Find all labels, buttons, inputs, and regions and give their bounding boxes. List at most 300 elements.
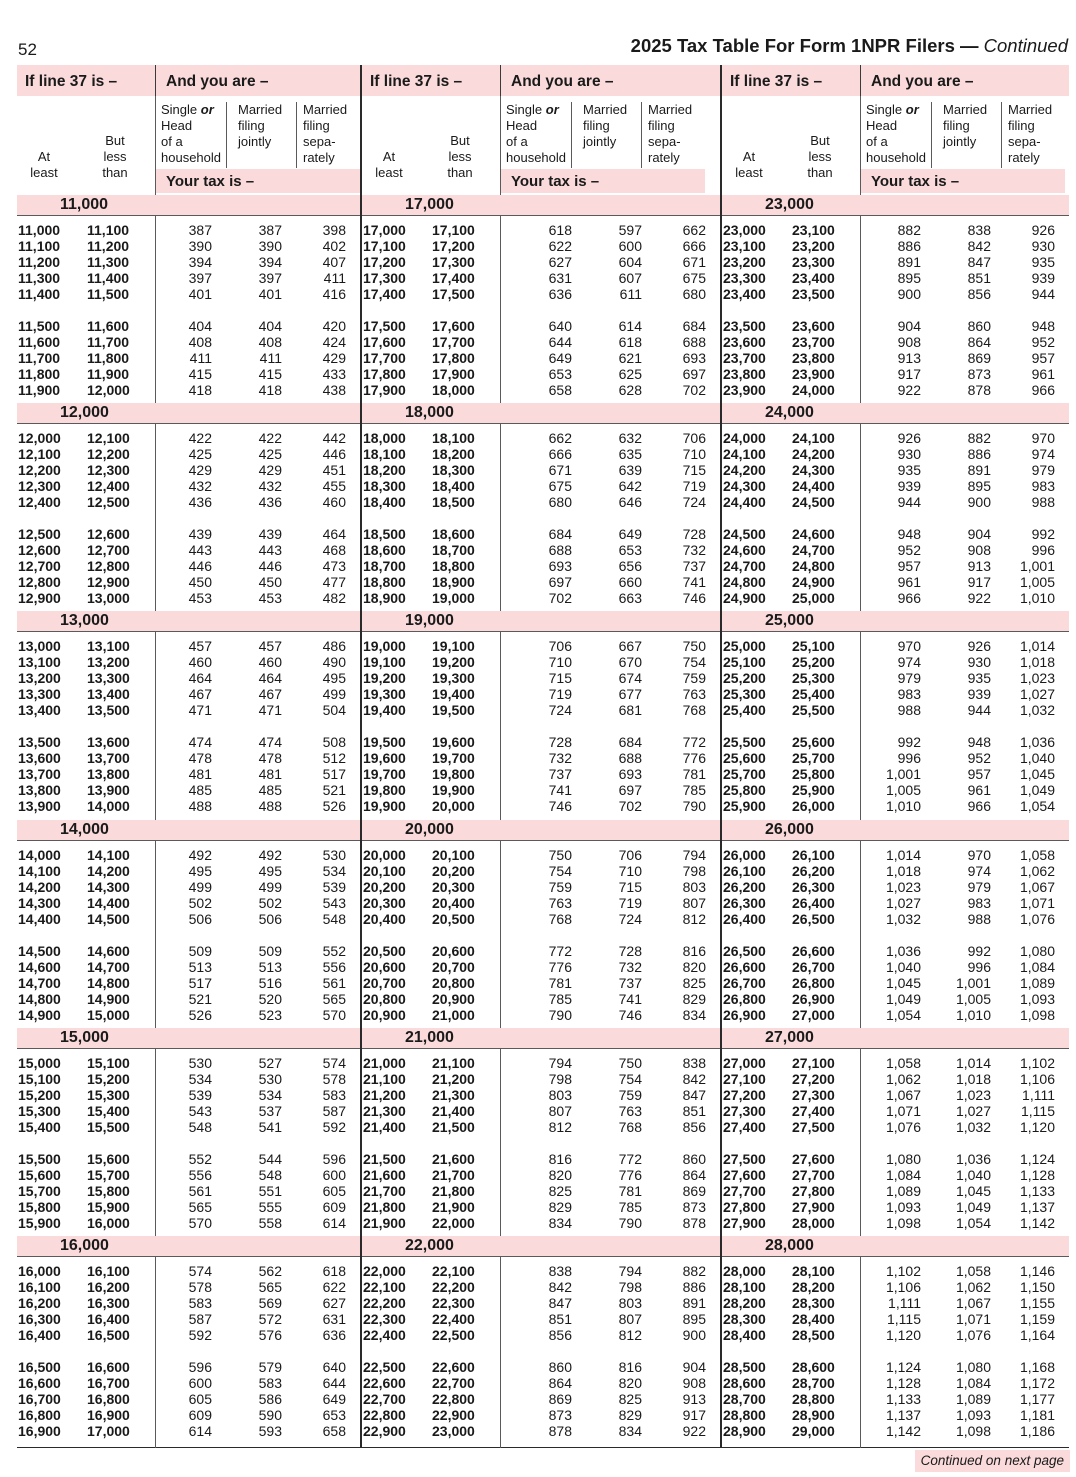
tax-joint-value: 935 xyxy=(967,670,991,687)
tax-separate-value: 1,155 xyxy=(1019,1295,1055,1311)
tax-separate-value: 411 xyxy=(323,270,346,286)
at-least-value: 24,500 xyxy=(723,526,766,543)
at-least-value: 14,900 xyxy=(18,1006,61,1023)
but-less-than-value: 26,200 xyxy=(792,862,835,879)
tax-separate-value: 988 xyxy=(1031,494,1055,511)
your-tax-is-band xyxy=(155,169,360,193)
tax-separate-value: 644 xyxy=(322,1375,346,1391)
income-band-label: 24,000 xyxy=(765,404,814,422)
tax-separate-value: 878 xyxy=(682,1214,706,1231)
tax-separate-value: 794 xyxy=(682,846,706,863)
tax-single-value: 450 xyxy=(188,574,212,591)
at-least-value: 20,900 xyxy=(363,1006,406,1023)
table-row xyxy=(17,959,360,975)
income-band-heading xyxy=(362,611,720,632)
at-least-value: 13,100 xyxy=(18,654,61,671)
but-less-than-value: 12,600 xyxy=(87,526,130,543)
tax-separate-value: 693 xyxy=(682,350,706,366)
at-least-value: 27,700 xyxy=(723,1182,766,1199)
tax-single-value: 526 xyxy=(188,1006,212,1023)
tax-separate-value: 429 xyxy=(322,350,346,366)
tax-single-value: 543 xyxy=(188,1102,212,1119)
tax-single-value: 1,058 xyxy=(885,1054,921,1071)
tax-single-value: 763 xyxy=(548,894,572,911)
tax-single-value: 710 xyxy=(548,654,572,671)
table-row xyxy=(362,782,720,798)
but-less-than-value: 16,300 xyxy=(87,1295,130,1311)
tax-separate-value: 631 xyxy=(322,1311,346,1327)
tax-joint-value: 418 xyxy=(258,382,282,398)
tax-single-value: 390 xyxy=(188,238,212,254)
at-least-value: 28,200 xyxy=(723,1295,766,1311)
tax-separate-value: 482 xyxy=(322,590,346,607)
at-least-value: 13,600 xyxy=(18,750,61,767)
at-least-value: 21,800 xyxy=(363,1198,406,1215)
table-row xyxy=(17,1375,360,1391)
table-row xyxy=(17,686,360,702)
tax-separate-value: 763 xyxy=(682,686,706,703)
table-row xyxy=(722,350,1069,366)
if-line-label: If line 37 is – xyxy=(370,73,463,90)
tax-joint-value: 996 xyxy=(967,958,991,975)
tax-single-value: 671 xyxy=(548,462,572,479)
tax-separate-value: 781 xyxy=(682,766,706,783)
at-least-value: 28,300 xyxy=(723,1311,766,1327)
tax-single-value: 948 xyxy=(897,526,921,543)
at-least-value: 22,800 xyxy=(363,1407,406,1423)
table-row xyxy=(362,1375,720,1391)
tax-single-value: 675 xyxy=(548,478,572,495)
but-less-than-value: 23,000 xyxy=(432,1423,475,1439)
tax-single-value: 401 xyxy=(188,286,212,302)
status-joint-label: Married filing jointly xyxy=(583,102,628,149)
but-less-than-value: 20,900 xyxy=(432,990,475,1007)
table-row xyxy=(17,895,360,911)
tax-table xyxy=(17,65,1069,1448)
tax-single-value: 1,023 xyxy=(885,878,921,895)
table-row xyxy=(722,1311,1069,1327)
table-column-2 xyxy=(362,65,720,1448)
tax-single-value: 1,001 xyxy=(885,766,921,783)
but-less-than-value: 23,900 xyxy=(792,366,835,382)
tax-joint-value: 1,062 xyxy=(955,1279,991,1295)
at-least-value: 24,100 xyxy=(723,446,766,463)
at-least-value: 22,500 xyxy=(363,1359,406,1375)
tax-single-value: 509 xyxy=(188,942,212,959)
tax-single-value: 495 xyxy=(188,862,212,879)
but-less-than-value: 24,500 xyxy=(792,494,835,511)
income-band-heading xyxy=(17,195,360,216)
tax-joint-value: 387 xyxy=(258,222,282,238)
tax-single-value: 908 xyxy=(897,334,921,350)
tax-single-value: 834 xyxy=(548,1214,572,1231)
at-least-value: 23,000 xyxy=(723,222,766,238)
tax-separate-value: 974 xyxy=(1031,446,1055,463)
at-least-value: 12,800 xyxy=(18,574,61,591)
tax-joint-value: 992 xyxy=(967,942,991,959)
tax-single-value: 1,005 xyxy=(885,782,921,799)
tax-joint-value: 649 xyxy=(618,526,642,543)
table-row xyxy=(722,1407,1069,1423)
tax-joint-value: 1,005 xyxy=(955,990,991,1007)
but-less-than-value: 12,200 xyxy=(87,446,130,463)
tax-separate-value: 746 xyxy=(682,590,706,607)
tax-joint-value: 710 xyxy=(618,862,642,879)
but-less-than-value: 19,500 xyxy=(432,702,475,719)
at-least-value: 11,100 xyxy=(18,238,61,254)
but-less-than-value: 29,000 xyxy=(792,1423,835,1439)
but-less-than-value: 15,100 xyxy=(87,1054,130,1071)
tax-separate-value: 754 xyxy=(682,654,706,671)
tax-joint-value: 979 xyxy=(967,878,991,895)
table-row xyxy=(17,574,360,590)
at-least-value: 24,200 xyxy=(723,462,766,479)
income-band-heading xyxy=(17,1236,360,1257)
tax-single-value: 394 xyxy=(188,254,212,270)
at-least-value: 17,800 xyxy=(363,366,406,382)
tax-joint-value: 663 xyxy=(618,590,642,607)
but-less-than-value: 11,600 xyxy=(87,318,130,334)
tax-joint-value: 790 xyxy=(618,1214,642,1231)
tax-separate-value: 433 xyxy=(322,366,346,382)
table-row xyxy=(17,1215,360,1231)
table-row xyxy=(362,1103,720,1119)
but-less-than-value: 24,200 xyxy=(792,446,835,463)
tax-single-value: 464 xyxy=(188,670,212,687)
but-less-than-value: 18,400 xyxy=(432,478,475,495)
at-least-value: 15,100 xyxy=(18,1070,61,1087)
table-row xyxy=(722,1055,1069,1071)
tax-separate-value: 908 xyxy=(682,1375,706,1391)
at-least-value: 21,600 xyxy=(363,1166,406,1183)
tax-single-value: 913 xyxy=(897,350,921,366)
at-least-value: 12,000 xyxy=(18,430,61,447)
but-less-than-value: 14,600 xyxy=(87,942,130,959)
but-less-than-value: 24,800 xyxy=(792,558,835,575)
title-main: 2025 Tax Table For Form 1NPR Filers — xyxy=(630,35,979,56)
tax-separate-value: 1,124 xyxy=(1019,1150,1055,1167)
tax-single-value: 1,089 xyxy=(885,1182,921,1199)
but-less-than-value: 28,500 xyxy=(792,1327,835,1343)
tax-single-value: 1,032 xyxy=(885,910,921,927)
at-least-value: 26,300 xyxy=(723,894,766,911)
at-least-value: 14,200 xyxy=(18,878,61,895)
tax-joint-value: 443 xyxy=(258,542,282,559)
income-band-heading xyxy=(362,1236,720,1257)
but-less-than-value: 28,100 xyxy=(792,1263,835,1279)
but-less-than-value: 22,500 xyxy=(432,1327,475,1343)
but-less-than-value: 28,800 xyxy=(792,1391,835,1407)
tax-joint-value: 873 xyxy=(967,366,991,382)
at-least-value: 13,500 xyxy=(18,734,61,751)
at-least-value: 17,500 xyxy=(363,318,406,334)
tax-separate-value: 825 xyxy=(682,974,706,991)
tax-joint-value: 825 xyxy=(618,1391,642,1407)
but-less-than-value: 11,100 xyxy=(87,222,130,238)
tax-separate-value: 451 xyxy=(322,462,346,479)
table-row xyxy=(722,1103,1069,1119)
tax-joint-value: 471 xyxy=(258,702,282,719)
at-least-value: 15,900 xyxy=(18,1214,61,1231)
but-less-than-value: 19,900 xyxy=(432,782,475,799)
tax-separate-value: 504 xyxy=(322,702,346,719)
table-row xyxy=(17,1263,360,1279)
table-row xyxy=(17,1071,360,1087)
at-least-value: 25,300 xyxy=(723,686,766,703)
but-less-than-value: 19,800 xyxy=(432,766,475,783)
tax-joint-value: 453 xyxy=(258,590,282,607)
but-less-than-value: 22,100 xyxy=(432,1263,475,1279)
tax-joint-value: 677 xyxy=(618,686,642,703)
at-least-value: 27,600 xyxy=(723,1166,766,1183)
tax-single-value: 658 xyxy=(548,382,572,398)
tax-separate-value: 614 xyxy=(322,1214,346,1231)
income-band-heading xyxy=(362,195,720,216)
at-least-value: 15,400 xyxy=(18,1118,61,1135)
tax-joint-value: 944 xyxy=(967,702,991,719)
but-less-than-value: 24,600 xyxy=(792,526,835,543)
tax-joint-value: 922 xyxy=(967,590,991,607)
tax-separate-value: 464 xyxy=(322,526,346,543)
but-less-than-value: 28,200 xyxy=(792,1279,835,1295)
tax-single-value: 798 xyxy=(548,1070,572,1087)
tax-separate-value: 948 xyxy=(1031,318,1055,334)
tax-single-value: 517 xyxy=(188,974,212,991)
continued-note: Continued on next page xyxy=(915,1450,1070,1472)
at-least-value: 23,400 xyxy=(723,286,766,302)
tax-joint-value: 754 xyxy=(618,1070,642,1087)
tax-separate-value: 939 xyxy=(1031,270,1055,286)
tax-separate-value: 737 xyxy=(682,558,706,575)
status-single-label: Single or Head of a household xyxy=(866,102,926,165)
tax-joint-value: 1,049 xyxy=(955,1198,991,1215)
table-row xyxy=(17,1295,360,1311)
but-less-than-value: 23,500 xyxy=(792,286,835,302)
tax-separate-value: 1,137 xyxy=(1019,1198,1055,1215)
table-row xyxy=(722,975,1069,991)
tax-joint-value: 506 xyxy=(258,910,282,927)
at-least-value: 14,500 xyxy=(18,942,61,959)
but-less-than-value: 14,300 xyxy=(87,878,130,895)
tax-single-value: 1,084 xyxy=(885,1166,921,1183)
tax-separate-value: 697 xyxy=(682,366,706,382)
tax-single-value: 952 xyxy=(897,542,921,559)
tax-separate-value: 420 xyxy=(322,318,346,334)
but-less-than-value: 14,400 xyxy=(87,894,130,911)
table-row xyxy=(17,334,360,350)
income-band-heading xyxy=(722,195,1069,216)
income-band-heading xyxy=(362,1028,720,1049)
tax-separate-value: 732 xyxy=(682,542,706,559)
table-row xyxy=(722,879,1069,895)
table-row xyxy=(722,542,1069,558)
tax-joint-value: 1,036 xyxy=(955,1150,991,1167)
at-least-value: 16,700 xyxy=(18,1391,61,1407)
tax-single-value: 411 xyxy=(189,350,212,366)
tax-separate-value: 640 xyxy=(322,1359,346,1375)
tax-separate-value: 561 xyxy=(322,974,346,991)
table-row xyxy=(17,1055,360,1071)
at-least-value: 24,800 xyxy=(723,574,766,591)
status-joint-label: Married filing jointly xyxy=(943,102,988,149)
tax-separate-value: 1,098 xyxy=(1019,1006,1055,1023)
table-row xyxy=(17,286,360,302)
income-band-heading xyxy=(362,403,720,424)
at-least-value: 16,800 xyxy=(18,1407,61,1423)
but-less-than-value: 12,300 xyxy=(87,462,130,479)
tax-separate-value: 1,067 xyxy=(1019,878,1055,895)
tax-joint-value: 565 xyxy=(258,1279,282,1295)
table-row xyxy=(362,879,720,895)
table-row xyxy=(722,254,1069,270)
tax-single-value: 1,128 xyxy=(885,1375,921,1391)
table-row xyxy=(362,542,720,558)
but-less-than-value: 21,800 xyxy=(432,1182,475,1199)
tax-single-value: 1,010 xyxy=(885,798,921,815)
at-least-value: 14,800 xyxy=(18,990,61,1007)
at-least-value: 25,900 xyxy=(723,798,766,815)
table-row xyxy=(17,1103,360,1119)
tax-joint-value: 397 xyxy=(258,270,282,286)
tax-separate-value: 790 xyxy=(682,798,706,815)
but-less-than-value: 21,700 xyxy=(432,1166,475,1183)
table-row xyxy=(17,943,360,959)
table-row xyxy=(722,654,1069,670)
at-least-value: 12,200 xyxy=(18,462,61,479)
at-least-value: 28,100 xyxy=(723,1279,766,1295)
but-less-than-value: 13,900 xyxy=(87,782,130,799)
tax-single-value: 614 xyxy=(188,1423,212,1439)
but-less-than-value: 26,900 xyxy=(792,990,835,1007)
but-less-than-value: 12,100 xyxy=(87,430,130,447)
at-least-value: 19,300 xyxy=(363,686,406,703)
tax-single-value: 578 xyxy=(188,1279,212,1295)
tax-single-value: 847 xyxy=(548,1295,572,1311)
table-row xyxy=(17,1007,360,1023)
tax-joint-value: 719 xyxy=(618,894,642,911)
but-less-than-value: 23,300 xyxy=(792,254,835,270)
but-less-than-value: 13,100 xyxy=(87,638,130,655)
and-you-are-label: And you are – xyxy=(166,73,269,90)
table-row xyxy=(722,430,1069,446)
tax-joint-value: 436 xyxy=(258,494,282,511)
tax-separate-value: 1,120 xyxy=(1019,1118,1055,1135)
tax-separate-value: 583 xyxy=(322,1086,346,1103)
at-least-value: 16,400 xyxy=(18,1327,61,1343)
table-row xyxy=(17,1119,360,1135)
at-least-value: 17,600 xyxy=(363,334,406,350)
but-less-than-value: 11,800 xyxy=(87,350,130,366)
at-least-value: 20,500 xyxy=(363,942,406,959)
but-less-than-value: 28,300 xyxy=(792,1295,835,1311)
tax-separate-value: 834 xyxy=(682,1006,706,1023)
at-least-value: 14,300 xyxy=(18,894,61,911)
table-row xyxy=(362,798,720,814)
income-band-heading xyxy=(722,611,1069,632)
tax-separate-value: 653 xyxy=(322,1407,346,1423)
but-less-than-value: 18,900 xyxy=(432,574,475,591)
table-row xyxy=(722,1199,1069,1215)
tax-single-value: 485 xyxy=(188,782,212,799)
at-least-value: 21,700 xyxy=(363,1182,406,1199)
but-less-than-value: 25,400 xyxy=(792,686,835,703)
income-band-heading xyxy=(722,1236,1069,1257)
at-least-value: 18,300 xyxy=(363,478,406,495)
table-row xyxy=(722,222,1069,238)
at-least-value: 18,800 xyxy=(363,574,406,591)
at-least-value: 14,600 xyxy=(18,958,61,975)
tax-joint-value: 488 xyxy=(258,798,282,815)
tax-separate-value: 776 xyxy=(682,750,706,767)
but-less-than-value: 11,500 xyxy=(87,286,130,302)
at-least-value: 22,200 xyxy=(363,1295,406,1311)
table-row xyxy=(722,334,1069,350)
but-less-than-value: 23,100 xyxy=(792,222,835,238)
tax-single-value: 785 xyxy=(548,990,572,1007)
tax-single-value: 772 xyxy=(548,942,572,959)
at-least-value: 23,300 xyxy=(723,270,766,286)
table-row xyxy=(17,1167,360,1183)
table-row xyxy=(362,1263,720,1279)
tax-separate-value: 688 xyxy=(682,334,706,350)
table-row xyxy=(362,734,720,750)
table-row xyxy=(722,270,1069,286)
tax-single-value: 521 xyxy=(188,990,212,1007)
table-row xyxy=(362,494,720,510)
tax-separate-value: 957 xyxy=(1031,350,1055,366)
tax-single-value: 1,120 xyxy=(885,1327,921,1343)
but-less-than-value: 15,200 xyxy=(87,1070,130,1087)
tax-joint-value: 544 xyxy=(258,1150,282,1167)
table-row xyxy=(722,446,1069,462)
but-less-than-value: 16,500 xyxy=(87,1327,130,1343)
but-less-than-value: 27,900 xyxy=(792,1198,835,1215)
tax-separate-value: 829 xyxy=(682,990,706,1007)
but-less-than-value: 14,100 xyxy=(87,846,130,863)
tax-single-value: 842 xyxy=(548,1279,572,1295)
income-band-heading xyxy=(722,820,1069,841)
table-row xyxy=(362,1327,720,1343)
table-row xyxy=(722,1007,1069,1023)
at-least-value: 19,800 xyxy=(363,782,406,799)
tax-joint-value: 499 xyxy=(258,878,282,895)
but-less-than-value: 12,500 xyxy=(87,494,130,511)
at-least-value: 27,000 xyxy=(723,1054,766,1071)
tax-joint-value: 820 xyxy=(618,1375,642,1391)
tax-separate-value: 895 xyxy=(682,1311,706,1327)
tax-separate-value: 719 xyxy=(682,478,706,495)
tax-joint-value: 639 xyxy=(618,462,642,479)
tax-separate-value: 983 xyxy=(1031,478,1055,495)
tax-joint-value: 838 xyxy=(967,222,991,238)
tax-single-value: 680 xyxy=(548,494,572,511)
but-less-than-value: 12,000 xyxy=(87,382,130,398)
but-less-than-value: 18,000 xyxy=(432,382,475,398)
at-least-value: 27,500 xyxy=(723,1150,766,1167)
at-least-value: 11,500 xyxy=(18,318,61,334)
tax-separate-value: 1,023 xyxy=(1019,670,1055,687)
but-less-than-value: 23,800 xyxy=(792,350,835,366)
table-row xyxy=(362,654,720,670)
tax-single-value: 803 xyxy=(548,1086,572,1103)
tax-joint-value: 1,010 xyxy=(955,1006,991,1023)
but-less-than-value: 28,700 xyxy=(792,1375,835,1391)
at-least-value: 16,900 xyxy=(18,1423,61,1439)
but-less-than-value: 18,600 xyxy=(432,526,475,543)
tax-joint-value: 746 xyxy=(618,1006,642,1023)
income-band-label: 28,000 xyxy=(765,1237,814,1254)
but-less-than-value: 14,800 xyxy=(87,974,130,991)
